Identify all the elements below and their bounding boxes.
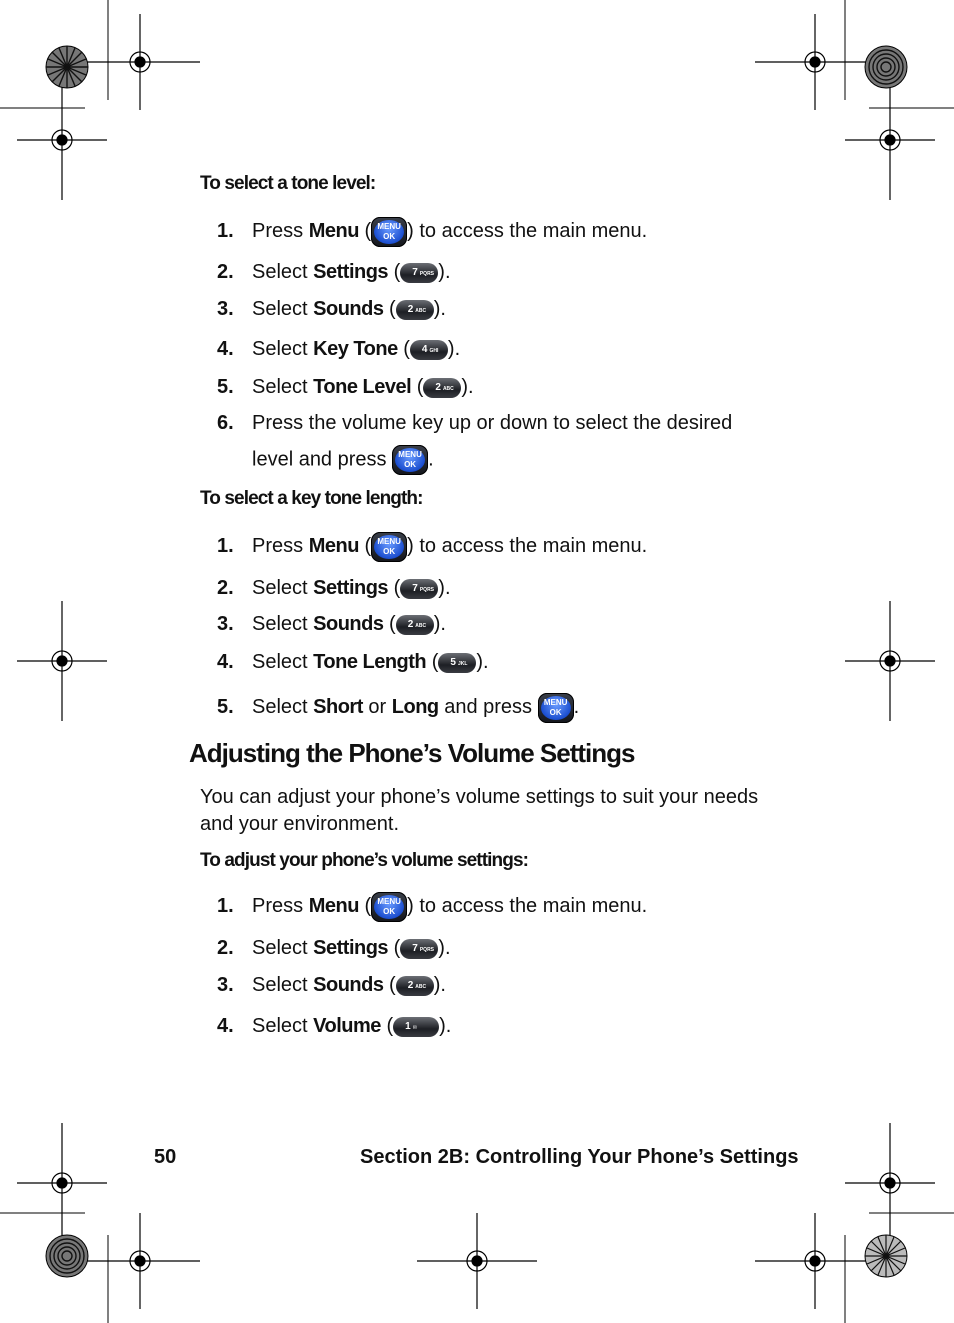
star-target-icon [46, 46, 907, 1277]
key-2-icon: 2 ABC [396, 976, 434, 996]
menu-ok-key-icon: MENU OK [371, 892, 407, 922]
subheading-volume-settings: To adjust your phone’s volume settings: [200, 850, 529, 871]
registration-target-icon [17, 14, 935, 1309]
section-heading: Adjusting the Phone’s Volume Settings [189, 738, 635, 768]
list-item: 1. Press Menu ( MENU OK ) to access the main menu. [217, 532, 647, 560]
list-item: 1. Press Menu ( MENU OK ) to access the main menu. [217, 892, 647, 920]
menu-ok-key-icon: MENU OK [392, 445, 428, 475]
list-item: 2. Select Settings ( 7 PQRS ). [217, 577, 451, 599]
intro-paragraph: You can adjust your phone’s volume settings to suit your needs and your environment. [200, 786, 759, 835]
list-item: 5. Select Tone Level ( 2 ABC ). [217, 376, 474, 398]
subheading-tone-level: To select a tone level: [200, 173, 376, 194]
list-item: 4. Select Volume ( 1 ✉ ). [217, 1015, 452, 1037]
running-footer: Section 2B: Controlling Your Phone’s Settings [360, 1146, 799, 1168]
list-item: 6. Press the volume key up or down to select the desired [217, 412, 733, 434]
menu-ok-key-icon: MENU OK [371, 217, 407, 247]
key-5-icon: 5 JKL [438, 653, 476, 673]
key-2-icon: 2 ABC [423, 378, 461, 398]
menu-ok-key-icon: MENU OK [371, 532, 407, 562]
list-item: 2. Select Settings ( 7 PQRS ). [217, 261, 451, 283]
list-item: 1. Press Menu ( MENU OK ) to access the main menu. [217, 217, 647, 245]
list-item: 3. Select Sounds ( 2 ABC ). [217, 974, 446, 996]
key-7-icon: 7 PQRS [400, 579, 438, 599]
key-2-icon: 2 ABC [396, 615, 434, 635]
subheading-key-tone-length: To select a key tone length: [200, 488, 423, 509]
list-item: 5. Select Short or Long and press MENU OK . [217, 693, 579, 721]
key-1-voicemail-icon: 1 ✉ [393, 1017, 439, 1037]
list-item: 4. Select Tone Length ( 5 JKL ). [217, 651, 489, 673]
page-number: 50 [154, 1146, 177, 1168]
list-item: 3. Select Sounds ( 2 ABC ). [217, 613, 446, 635]
list-item: 3. Select Sounds ( 2 ABC ). [217, 298, 446, 320]
key-4-icon: 4 GHI [410, 340, 448, 360]
key-7-icon: 7 PQRS [400, 263, 438, 283]
list-item: 4. Select Key Tone ( 4 GHI ). [217, 338, 461, 360]
list-item-continuation: level and press MENU OK . [252, 445, 434, 473]
list-item: 2. Select Settings ( 7 PQRS ). [217, 937, 451, 959]
key-7-icon: 7 PQRS [400, 939, 438, 959]
key-2-icon: 2 ABC [396, 300, 434, 320]
menu-ok-key-icon: MENU OK [538, 693, 574, 723]
